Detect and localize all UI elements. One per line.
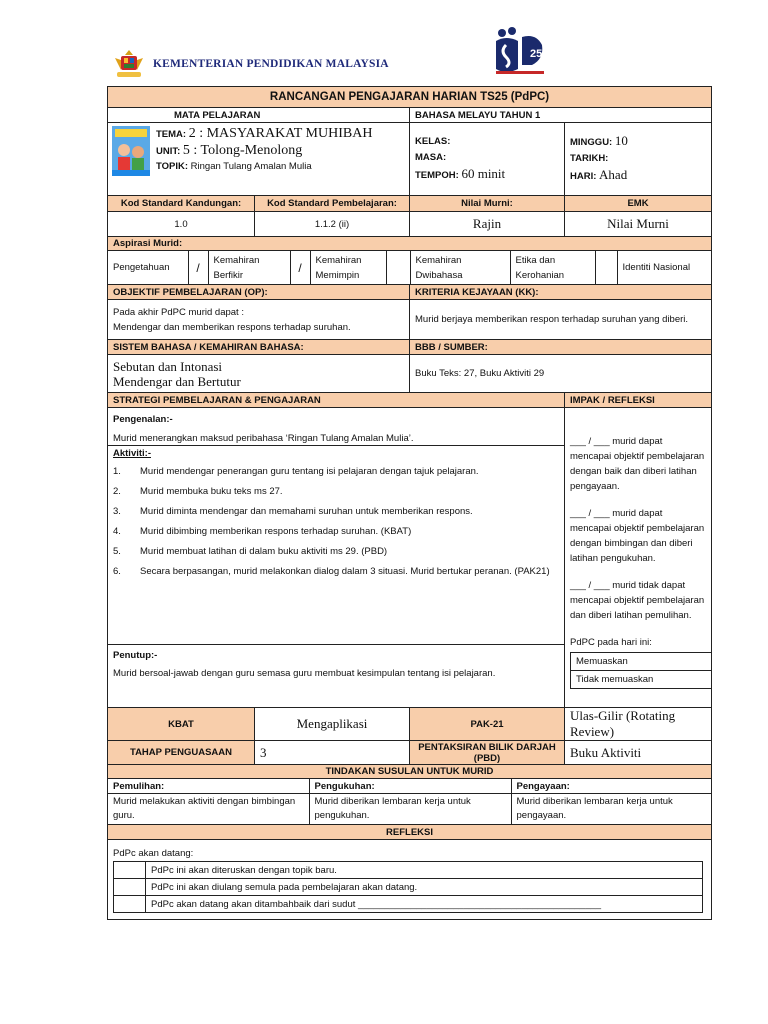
sistem-line1: Sebutan dan Intonasi: [113, 358, 223, 374]
aspirasi-check: [595, 251, 617, 284]
tema-value: 2 : MASYARAKAT MUHIBAH: [188, 126, 373, 141]
refleksi-options: [113, 861, 703, 913]
masa-label: MASA:: [415, 152, 447, 163]
refleksi-option-1: PdPc ini akan diteruskan dengan topik baru.: [146, 862, 703, 879]
ts25-logo-icon: [492, 25, 548, 77]
kelas-label: KELAS:: [415, 136, 451, 147]
bbb-label: BBB / SUMBER:: [410, 340, 712, 355]
aktiviti-text: Murid dibimbing memberikan respons terhadap suruhan. (KBAT): [140, 526, 412, 537]
pengukuhan-text: Murid diberikan lembaran kerja untuk pengukuhan.: [309, 794, 511, 824]
aspirasi-check: /: [188, 251, 208, 284]
kbat-value: Mengaplikasi: [255, 708, 410, 741]
aktiviti-item: [113, 562, 559, 582]
status-table: [570, 652, 712, 689]
impak-text-3: ___ / ___ murid tidak dapat mencapai objektif pembelajaran dan diberi latihan pemulihan.: [570, 580, 705, 621]
objektif-line1: Pada akhir PdPC murid dapat :: [113, 306, 244, 318]
date-cell: [565, 123, 712, 196]
lesson-info: [108, 123, 410, 196]
aktiviti-item: [113, 482, 559, 502]
aspirasi-check: [386, 251, 410, 284]
refleksi-checkbox-3[interactable]: [114, 896, 146, 913]
strategi-cell: [108, 408, 565, 708]
aspirasi-identiti: Identiti Nasional: [622, 262, 691, 273]
aktiviti-num: 1.: [113, 466, 121, 477]
refleksi-intro: PdPc akan datang:: [113, 848, 194, 859]
objektif-line2: Mendengar dan memberikan respons terhadap suruhan.: [113, 321, 351, 333]
sistem-line2: Mendengar dan Bertutur: [113, 373, 241, 389]
hari-label: HARI:: [570, 171, 597, 182]
aktiviti-text: Secara berpasangan, murid melakonkan dialog dalam 3 situasi. Murid bertukar peranan. (PAK21): [140, 566, 550, 577]
impak-text-1: ___ / ___ murid dapat mencapai objektif pembelajaran dengan baik dan diberi latihan pengayaan.: [570, 436, 705, 492]
kk-text: Murid berjaya memberikan respon terhadap suruhan yang diberi.: [410, 300, 712, 340]
pak-label: PAK-21: [410, 708, 565, 741]
aktiviti-item: [113, 522, 559, 542]
aspirasi-memimpin: Kemahiran Memimpin: [310, 251, 386, 284]
aktiviti-label: Aktiviti:-: [113, 448, 151, 459]
aspirasi-check: /: [290, 251, 310, 284]
emk-value: Nilai Murni: [565, 212, 712, 237]
topik-value: Ringan Tulang Amalan Mulia: [190, 161, 312, 172]
refleksi-option-2: PdPc ini akan diulang semula pada pembelajaran akan datang.: [146, 879, 703, 896]
tempoh-value: 60 minit: [461, 166, 506, 181]
tema-label: TEMA:: [156, 129, 187, 140]
refleksi-label: REFLEKSI: [108, 825, 712, 840]
subject-label: MATA PELAJARAN: [108, 108, 410, 123]
strategi-label: STRATEGI PEMBELAJARAN & PENGAJARAN: [108, 393, 565, 408]
kk-label: KRITERIA KEJAYAAN (KK):: [410, 285, 712, 300]
impak-cell: [565, 408, 712, 708]
coat-of-arms-icon: [112, 48, 146, 80]
pbd-value: Buku Aktiviti: [565, 741, 712, 765]
memuaskan-label: Memuaskan: [571, 653, 712, 671]
pengenalan-text: Murid menerangkan maksud peribahasa ‘Ringan Tulang Amalan Mulia’.: [113, 433, 414, 444]
sistem-cell: [108, 355, 410, 393]
aspirasi-pengetahuan: Pengetahuan: [108, 251, 188, 284]
aktiviti-item: [113, 462, 559, 482]
sistem-label: SISTEM BAHASA / KEMAHIRAN BAHASA:: [108, 340, 410, 355]
aktiviti-text: Murid membuka buku teks ms 27.: [140, 486, 283, 497]
pemulihan-label: Pemulihan:: [108, 779, 309, 793]
tahap-value: 3: [255, 741, 410, 765]
page-header: [0, 0, 768, 90]
tempoh-label: TEMPOH:: [415, 170, 459, 181]
refleksi-checkbox-1[interactable]: [114, 862, 146, 879]
aspirasi-row: [108, 251, 712, 285]
pak-value: Ulas-Gilir (Rotating Review): [565, 708, 712, 741]
aktiviti-item: [113, 542, 559, 562]
aktiviti-num: 6.: [113, 566, 121, 577]
textbook-cover-icon: [112, 126, 150, 176]
objektif-label: OBJEKTIF PEMBELAJARAN (OP):: [108, 285, 410, 300]
aspirasi-dwibahasa: Kemahiran Dwibahasa: [410, 251, 510, 284]
topik-label: TOPIK:: [156, 161, 189, 172]
pengenalan-label: Pengenalan:-: [113, 414, 173, 425]
bbb-text: Buku Teks: 27, Buku Aktiviti 29: [410, 355, 712, 393]
pengukuhan-label: Pengukuhan:: [309, 779, 511, 793]
pemulihan-text: Murid melakukan aktiviti dengan bimbingan guru.: [108, 794, 309, 824]
rph-table: [107, 86, 712, 920]
aktiviti-text: Murid membuat latihan di dalam buku aktiviti ms 29. (PBD): [140, 546, 388, 557]
unit-value: 5 : Tolong-Menolong: [182, 143, 303, 158]
emk-label: EMK: [565, 196, 712, 212]
aktiviti-text: Murid diminta mendengar dan memahami suruhan untuk memberikan respons.: [140, 506, 473, 517]
unit-label: UNIT:: [156, 146, 181, 157]
objektif-cell: [108, 300, 410, 340]
kod-sk-label: Kod Standard Kandungan:: [108, 196, 255, 212]
pbd-label: PENTAKSIRAN BILIK DARJAH (PBD): [410, 741, 565, 765]
aktiviti-num: 5.: [113, 546, 121, 557]
aktiviti-num: 2.: [113, 486, 121, 497]
aspirasi-berfikir: Kemahiran Berfikir: [208, 251, 290, 284]
nilai-label: Nilai Murni:: [410, 196, 565, 212]
minggu-label: MINGGU:: [570, 137, 613, 148]
kbat-label: KBAT: [108, 708, 255, 741]
refleksi-option-3: PdPc akan datang akan ditambahbaik dari sudut ______________________________________________: [146, 896, 703, 913]
pengayaan-label: Pengayaan:: [516, 780, 570, 792]
aspirasi-etika: Etika dan Kerohanian: [510, 251, 595, 284]
kod-sp-label: Kod Standard Pembelajaran:: [255, 196, 410, 212]
pengayaan-text: Murid diberikan lembaran kerja untuk pengayaan.: [516, 796, 673, 821]
tindakan-text-row: [108, 794, 712, 825]
nilai-value: Rajin: [410, 212, 565, 237]
aktiviti-text: Murid mendengar penerangan guru tentang isi pelajaran dengan tajuk pelajaran.: [140, 466, 479, 477]
impak-text-2: ___ / ___ murid dapat mencapai objektif pembelajaran dengan bimbingan dan diberi latihan pengukuhan.: [570, 508, 705, 564]
subject-value: BAHASA MELAYU TAHUN 1: [410, 108, 712, 123]
class-time-cell: [410, 123, 565, 196]
refleksi-checkbox-2[interactable]: [114, 879, 146, 896]
tidak-memuaskan-label: Tidak memuaskan: [571, 671, 712, 689]
refleksi-cell: [108, 840, 712, 920]
ministry-name: KEMENTERIAN PENDIDIKAN MALAYSIA: [153, 58, 389, 70]
aspirasi-label: Aspirasi Murid:: [108, 237, 712, 251]
aktiviti-item: [113, 502, 559, 522]
tahap-label: TAHAP PENGUASAAN: [108, 741, 255, 765]
hari-value: Ahad: [599, 167, 628, 182]
aktiviti-num: 4.: [113, 526, 121, 537]
minggu-value: 10: [614, 133, 628, 148]
kod-sp-value: 1.1.2 (ii): [255, 212, 410, 237]
aktiviti-list: [113, 462, 559, 582]
aktiviti-num: 3.: [113, 506, 121, 517]
penutup-text: Murid bersoal-jawab dengan guru semasa guru membuat kesimpulan tentang isi pelajaran.: [113, 668, 496, 679]
tindakan-label: TINDAKAN SUSULAN UNTUK MURID: [108, 765, 712, 779]
tarikh-label: TARIKH:: [570, 153, 609, 164]
penutup-label: Penutup:-: [113, 650, 158, 661]
impak-label: IMPAK / REFLEKSI: [565, 393, 712, 408]
svg-text:25: 25: [530, 48, 543, 60]
kod-sk-value: 1.0: [108, 212, 255, 237]
tindakan-header-row: [108, 779, 712, 794]
form-title: RANCANGAN PENGAJARAN HARIAN TS25 (PdPC): [108, 87, 712, 108]
pdpc-hari-ini-label: PdPC pada hari ini:: [570, 637, 652, 648]
